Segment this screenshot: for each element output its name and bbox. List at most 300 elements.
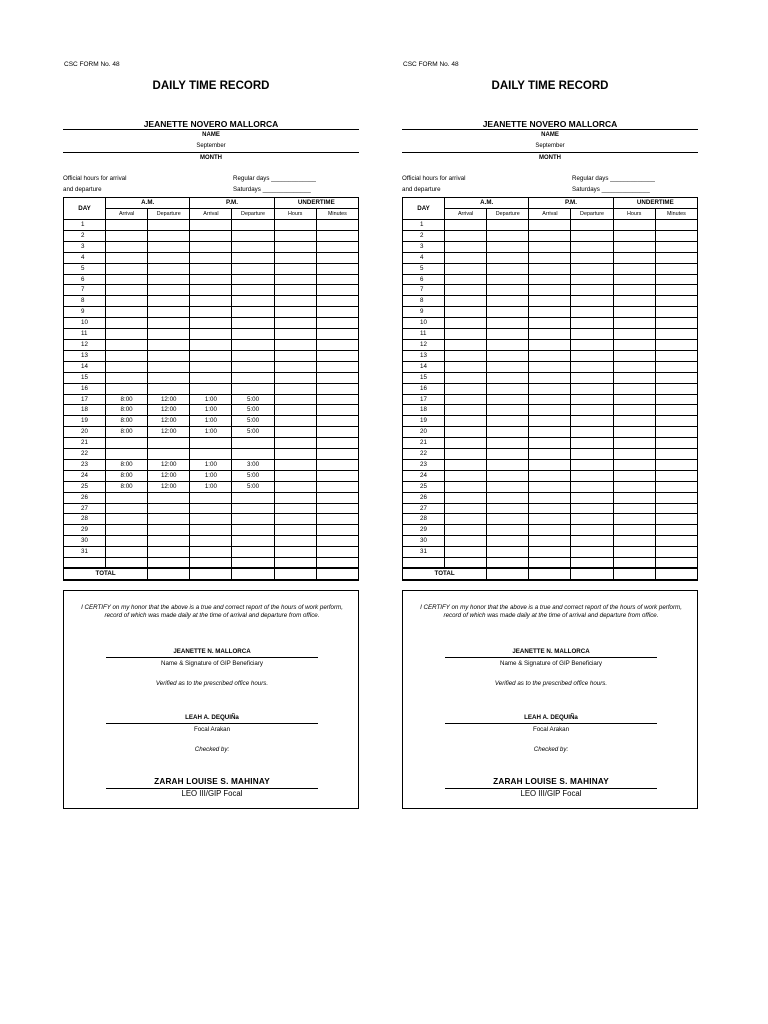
undertime-minutes-cell <box>655 318 697 329</box>
pm-arrival-cell <box>190 492 232 503</box>
pm-departure-cell <box>232 285 274 296</box>
pm-header: P.M. <box>190 198 274 209</box>
pm-departure-cell <box>571 525 613 536</box>
undertime-minutes-cell <box>655 427 697 438</box>
pm-arrival-cell <box>190 318 232 329</box>
am-arrival-cell <box>106 503 148 514</box>
am-departure-cell <box>487 318 529 329</box>
checker-name: ZARAH LOUISE S. MAHINAY <box>106 777 318 789</box>
pm-header: P.M. <box>529 198 613 209</box>
pm-departure-cell <box>232 263 274 274</box>
undertime-minutes-cell <box>655 547 697 558</box>
undertime-minutes-cell <box>316 329 358 340</box>
table-row <box>403 339 698 350</box>
undertime-hours-cell <box>274 525 316 536</box>
undertime-minutes-cell <box>655 361 697 372</box>
day-cell: 19 <box>403 416 445 427</box>
am-departure-cell <box>487 329 529 340</box>
am-departure-cell <box>487 459 529 470</box>
pm-departure-cell: 5:00 <box>232 481 274 492</box>
undertime-hours-cell <box>274 547 316 558</box>
pm-arrival-cell: 1:00 <box>190 459 232 470</box>
focal-name: LEAH A. DEQUIÑa <box>445 714 657 724</box>
am-arrival-cell <box>106 514 148 525</box>
day-cell: 27 <box>403 503 445 514</box>
pm-arrival-cell <box>529 394 571 405</box>
pm-departure-cell <box>571 481 613 492</box>
day-cell: 20 <box>403 427 445 438</box>
undertime-hours-cell <box>613 252 655 263</box>
table-row <box>403 252 698 263</box>
table-row <box>64 525 359 536</box>
am-departure-cell <box>148 220 190 231</box>
blank-cell <box>403 558 445 569</box>
table-row <box>64 492 359 503</box>
am-departure-cell <box>148 274 190 285</box>
day-cell: 28 <box>403 514 445 525</box>
table-row <box>64 230 359 241</box>
pm-departure-cell <box>571 459 613 470</box>
departure-label: and departure <box>63 186 102 193</box>
table-row <box>64 405 359 416</box>
table-row <box>64 481 359 492</box>
hours-header: Hours <box>613 209 655 220</box>
undertime-hours-cell <box>613 329 655 340</box>
am-arrival-cell <box>445 438 487 449</box>
total-cell <box>487 568 529 580</box>
checker-caption: LEO III/GIP Focal <box>181 789 243 798</box>
table-row <box>403 481 698 492</box>
am-departure-cell <box>487 470 529 481</box>
day-cell: 16 <box>403 383 445 394</box>
undertime-minutes-cell <box>655 405 697 416</box>
undertime-hours-cell <box>613 470 655 481</box>
am-arrival-cell: 8:00 <box>106 394 148 405</box>
blank-row <box>403 558 698 569</box>
undertime-hours-cell <box>613 525 655 536</box>
day-cell: 23 <box>64 459 106 470</box>
am-departure-cell <box>487 394 529 405</box>
am-departure-cell <box>148 339 190 350</box>
undertime-hours-cell <box>613 503 655 514</box>
undertime-hours-cell <box>274 459 316 470</box>
pm-departure-cell <box>571 263 613 274</box>
pm-departure-cell <box>571 372 613 383</box>
pm-departure-cell <box>571 416 613 427</box>
undertime-hours-cell <box>613 230 655 241</box>
day-cell: 4 <box>403 252 445 263</box>
pm-departure-cell: 3:00 <box>232 459 274 470</box>
table-row <box>403 274 698 285</box>
pm-arrival-cell <box>190 274 232 285</box>
day-header: DAY <box>403 198 445 220</box>
table-row <box>64 329 359 340</box>
am-departure-cell <box>148 285 190 296</box>
blank-cell <box>655 558 697 569</box>
am-arrival-cell <box>445 481 487 492</box>
pm-departure-cell <box>232 230 274 241</box>
pm-arrival-cell <box>190 230 232 241</box>
pm-arrival-cell <box>529 416 571 427</box>
am-arrival-cell <box>445 470 487 481</box>
am-arrival-cell <box>106 372 148 383</box>
undertime-hours-cell <box>274 503 316 514</box>
pm-arrival-cell <box>529 514 571 525</box>
pm-departure-cell <box>571 252 613 263</box>
total-cell <box>613 568 655 580</box>
pm-departure-cell <box>571 339 613 350</box>
undertime-hours-cell <box>274 285 316 296</box>
table-row <box>403 547 698 558</box>
pm-arrival-cell <box>190 361 232 372</box>
undertime-minutes-cell <box>316 481 358 492</box>
am-departure-cell: 12:00 <box>148 470 190 481</box>
undertime-hours-cell <box>274 339 316 350</box>
am-arrival-cell <box>106 547 148 558</box>
undertime-minutes-cell <box>655 329 697 340</box>
am-departure-cell <box>487 285 529 296</box>
blank-cell <box>316 558 358 569</box>
am-departure-cell <box>148 503 190 514</box>
checked-by-label: Checked by: <box>533 746 569 753</box>
undertime-minutes-cell <box>655 438 697 449</box>
undertime-hours-cell <box>274 372 316 383</box>
am-departure-cell <box>148 525 190 536</box>
day-cell: 1 <box>403 220 445 231</box>
table-row <box>64 427 359 438</box>
am-departure-cell <box>148 492 190 503</box>
undertime-hours-cell <box>613 405 655 416</box>
table-row <box>403 329 698 340</box>
table-row <box>403 285 698 296</box>
undertime-hours-cell <box>274 394 316 405</box>
official-hours-label: Official hours for arrival <box>63 175 127 182</box>
am-departure-cell <box>487 427 529 438</box>
undertime-hours-cell <box>613 372 655 383</box>
undertime-header: UNDERTIME <box>613 198 697 209</box>
table-row <box>403 536 698 547</box>
undertime-header: UNDERTIME <box>274 198 358 209</box>
pm-departure-cell <box>571 503 613 514</box>
pm-arrival-cell <box>190 383 232 394</box>
pm-arrival-cell <box>529 492 571 503</box>
undertime-minutes-cell <box>316 492 358 503</box>
am-arrival-cell <box>445 405 487 416</box>
undertime-minutes-cell <box>655 470 697 481</box>
am-arrival-cell <box>106 383 148 394</box>
am-departure-cell <box>148 350 190 361</box>
pm-arrival-cell <box>529 481 571 492</box>
undertime-hours-cell <box>613 394 655 405</box>
undertime-hours-cell <box>274 252 316 263</box>
focal-caption: Focal Arakan <box>532 726 570 733</box>
pm-arrival-cell <box>190 449 232 460</box>
pm-departure-cell <box>571 361 613 372</box>
pm-arrival-cell <box>529 230 571 241</box>
day-cell: 31 <box>64 547 106 558</box>
table-row <box>64 220 359 231</box>
pm-arrival-cell <box>190 296 232 307</box>
table-row <box>64 361 359 372</box>
am-arrival-cell <box>445 307 487 318</box>
am-arrival-cell <box>445 263 487 274</box>
name-caption: NAME <box>541 132 559 138</box>
day-cell: 24 <box>64 470 106 481</box>
am-departure-cell <box>487 361 529 372</box>
am-departure-cell <box>487 536 529 547</box>
beneficiary-name: JEANETTE N. MALLORCA <box>106 648 318 658</box>
undertime-minutes-cell <box>316 339 358 350</box>
undertime-minutes-cell <box>316 547 358 558</box>
day-cell: 12 <box>64 339 106 350</box>
undertime-hours-cell <box>613 274 655 285</box>
pm-arrival-cell <box>190 241 232 252</box>
undertime-hours-cell <box>613 220 655 231</box>
undertime-hours-cell <box>613 296 655 307</box>
table-row <box>64 536 359 547</box>
pm-arrival-cell <box>529 405 571 416</box>
employee-name: JEANETTE NOVERO MALLORCA <box>143 119 279 129</box>
pm-arrival-cell <box>529 285 571 296</box>
undertime-minutes-cell <box>316 307 358 318</box>
table-row <box>64 459 359 470</box>
am-departure-cell <box>148 536 190 547</box>
form-number: CSC FORM No. 48 <box>64 61 120 68</box>
blank-cell <box>106 558 148 569</box>
undertime-hours-cell <box>613 361 655 372</box>
am-arrival-cell <box>445 220 487 231</box>
pm-arrival-cell <box>190 536 232 547</box>
undertime-minutes-cell <box>316 318 358 329</box>
pm-departure-cell <box>571 307 613 318</box>
blank-cell <box>232 558 274 569</box>
pm-arrival-cell: 1:00 <box>190 394 232 405</box>
undertime-hours-cell <box>613 339 655 350</box>
undertime-hours-cell <box>613 427 655 438</box>
dtr-form-left <box>63 0 359 820</box>
am-arrival-header: Arrival <box>106 209 148 220</box>
day-cell: 10 <box>64 318 106 329</box>
beneficiary-caption: Name & Signature of GIP Beneficiary <box>160 660 264 667</box>
pm-arrival-cell <box>529 536 571 547</box>
total-cell <box>232 568 274 580</box>
pm-departure-cell <box>232 514 274 525</box>
undertime-hours-cell <box>613 318 655 329</box>
undertime-minutes-cell <box>316 536 358 547</box>
pm-arrival-cell <box>529 350 571 361</box>
checker-caption: LEO III/GIP Focal <box>520 789 582 798</box>
total-row <box>403 568 698 580</box>
am-arrival-cell <box>445 329 487 340</box>
undertime-minutes-cell <box>655 241 697 252</box>
table-row <box>403 296 698 307</box>
am-arrival-cell <box>106 536 148 547</box>
table-row <box>403 514 698 525</box>
day-cell: 15 <box>64 372 106 383</box>
day-cell: 7 <box>64 285 106 296</box>
undertime-hours-cell <box>274 220 316 231</box>
day-cell: 12 <box>403 339 445 350</box>
am-arrival-cell <box>445 525 487 536</box>
total-cell <box>274 568 316 580</box>
table-row <box>64 241 359 252</box>
blank-cell <box>148 558 190 569</box>
total-cell <box>655 568 697 580</box>
undertime-hours-cell <box>274 350 316 361</box>
am-arrival-cell <box>445 241 487 252</box>
day-cell: 5 <box>403 263 445 274</box>
undertime-minutes-cell <box>655 307 697 318</box>
am-arrival-cell <box>106 318 148 329</box>
day-cell: 27 <box>64 503 106 514</box>
table-row <box>64 274 359 285</box>
am-arrival-cell <box>445 318 487 329</box>
am-arrival-cell <box>106 296 148 307</box>
day-cell: 3 <box>64 241 106 252</box>
am-arrival-cell <box>106 525 148 536</box>
undertime-hours-cell <box>274 449 316 460</box>
undertime-hours-cell <box>274 438 316 449</box>
am-departure-cell <box>148 449 190 460</box>
table-row <box>64 470 359 481</box>
am-departure-cell <box>148 252 190 263</box>
undertime-hours-cell <box>274 536 316 547</box>
pm-departure-cell <box>571 547 613 558</box>
undertime-minutes-cell <box>316 361 358 372</box>
pm-arrival-cell <box>190 285 232 296</box>
table-row <box>403 307 698 318</box>
table-row <box>403 394 698 405</box>
pm-arrival-header: Arrival <box>529 209 571 220</box>
pm-departure-cell <box>232 547 274 558</box>
day-cell: 7 <box>403 285 445 296</box>
table-row <box>403 230 698 241</box>
pm-departure-cell <box>571 514 613 525</box>
pm-arrival-cell <box>529 220 571 231</box>
undertime-hours-cell <box>274 427 316 438</box>
undertime-hours-cell <box>613 514 655 525</box>
undertime-minutes-cell <box>316 427 358 438</box>
total-label: TOTAL <box>64 568 148 580</box>
official-hours-label: Official hours for arrival <box>402 175 466 182</box>
table-row <box>403 416 698 427</box>
am-arrival-cell <box>445 416 487 427</box>
pm-departure-cell <box>571 492 613 503</box>
pm-departure-cell <box>232 449 274 460</box>
undertime-minutes-cell <box>316 525 358 536</box>
blank-cell <box>445 558 487 569</box>
pm-arrival-cell <box>529 449 571 460</box>
undertime-hours-cell <box>274 405 316 416</box>
day-cell: 5 <box>64 263 106 274</box>
pm-departure-cell <box>232 492 274 503</box>
pm-departure-cell <box>571 449 613 460</box>
day-cell: 2 <box>64 230 106 241</box>
blank-cell <box>190 558 232 569</box>
undertime-hours-cell <box>274 230 316 241</box>
am-arrival-cell <box>106 241 148 252</box>
certification-box <box>402 590 698 809</box>
table-row <box>403 263 698 274</box>
undertime-hours-cell <box>274 307 316 318</box>
day-cell: 31 <box>403 547 445 558</box>
am-departure-cell <box>487 405 529 416</box>
am-arrival-cell <box>106 220 148 231</box>
table-row <box>403 350 698 361</box>
am-header: A.M. <box>445 198 529 209</box>
am-arrival-cell <box>106 263 148 274</box>
pm-arrival-cell: 1:00 <box>190 416 232 427</box>
pm-departure-cell <box>232 438 274 449</box>
am-departure-cell <box>148 547 190 558</box>
undertime-hours-cell <box>613 416 655 427</box>
table-row <box>403 372 698 383</box>
pm-arrival-cell <box>529 503 571 514</box>
pm-departure-cell <box>232 329 274 340</box>
day-cell: 30 <box>403 536 445 547</box>
day-cell: 21 <box>64 438 106 449</box>
checker-signature <box>106 777 318 798</box>
am-departure-cell <box>487 296 529 307</box>
day-cell: 3 <box>403 241 445 252</box>
table-row <box>403 220 698 231</box>
am-arrival-cell <box>106 307 148 318</box>
undertime-minutes-cell <box>655 372 697 383</box>
verified-text: Verified as to the prescribed office hours. <box>494 680 608 687</box>
undertime-hours-cell <box>274 416 316 427</box>
undertime-minutes-cell <box>655 416 697 427</box>
total-cell <box>148 568 190 580</box>
total-cell <box>190 568 232 580</box>
pm-arrival-cell <box>529 470 571 481</box>
pm-departure-cell: 5:00 <box>232 416 274 427</box>
undertime-minutes-cell <box>316 405 358 416</box>
am-departure-cell <box>487 547 529 558</box>
undertime-minutes-cell <box>316 296 358 307</box>
day-cell: 8 <box>64 296 106 307</box>
undertime-hours-cell <box>274 263 316 274</box>
am-arrival-cell <box>445 394 487 405</box>
minutes-header: Minutes <box>655 209 697 220</box>
am-arrival-cell <box>106 252 148 263</box>
undertime-minutes-cell <box>655 339 697 350</box>
table-row <box>64 449 359 460</box>
focal-signature <box>106 714 318 733</box>
form-number: CSC FORM No. 48 <box>403 61 459 68</box>
pm-arrival-cell <box>529 329 571 340</box>
pm-departure-cell <box>571 285 613 296</box>
month-value: September <box>196 143 226 149</box>
am-departure-cell <box>487 481 529 492</box>
pm-arrival-cell <box>529 307 571 318</box>
pm-arrival-cell <box>529 318 571 329</box>
am-departure-cell <box>148 329 190 340</box>
blank-cell <box>529 558 571 569</box>
table-row <box>64 547 359 558</box>
am-departure-cell <box>487 230 529 241</box>
am-departure-cell <box>148 241 190 252</box>
day-cell: 4 <box>64 252 106 263</box>
month-value: September <box>535 143 565 149</box>
undertime-minutes-cell <box>316 503 358 514</box>
pm-departure-cell <box>232 220 274 231</box>
pm-arrival-cell <box>529 427 571 438</box>
am-arrival-cell <box>445 372 487 383</box>
pm-arrival-cell <box>529 263 571 274</box>
pm-arrival-cell <box>190 514 232 525</box>
undertime-minutes-cell <box>655 481 697 492</box>
undertime-hours-cell <box>613 285 655 296</box>
